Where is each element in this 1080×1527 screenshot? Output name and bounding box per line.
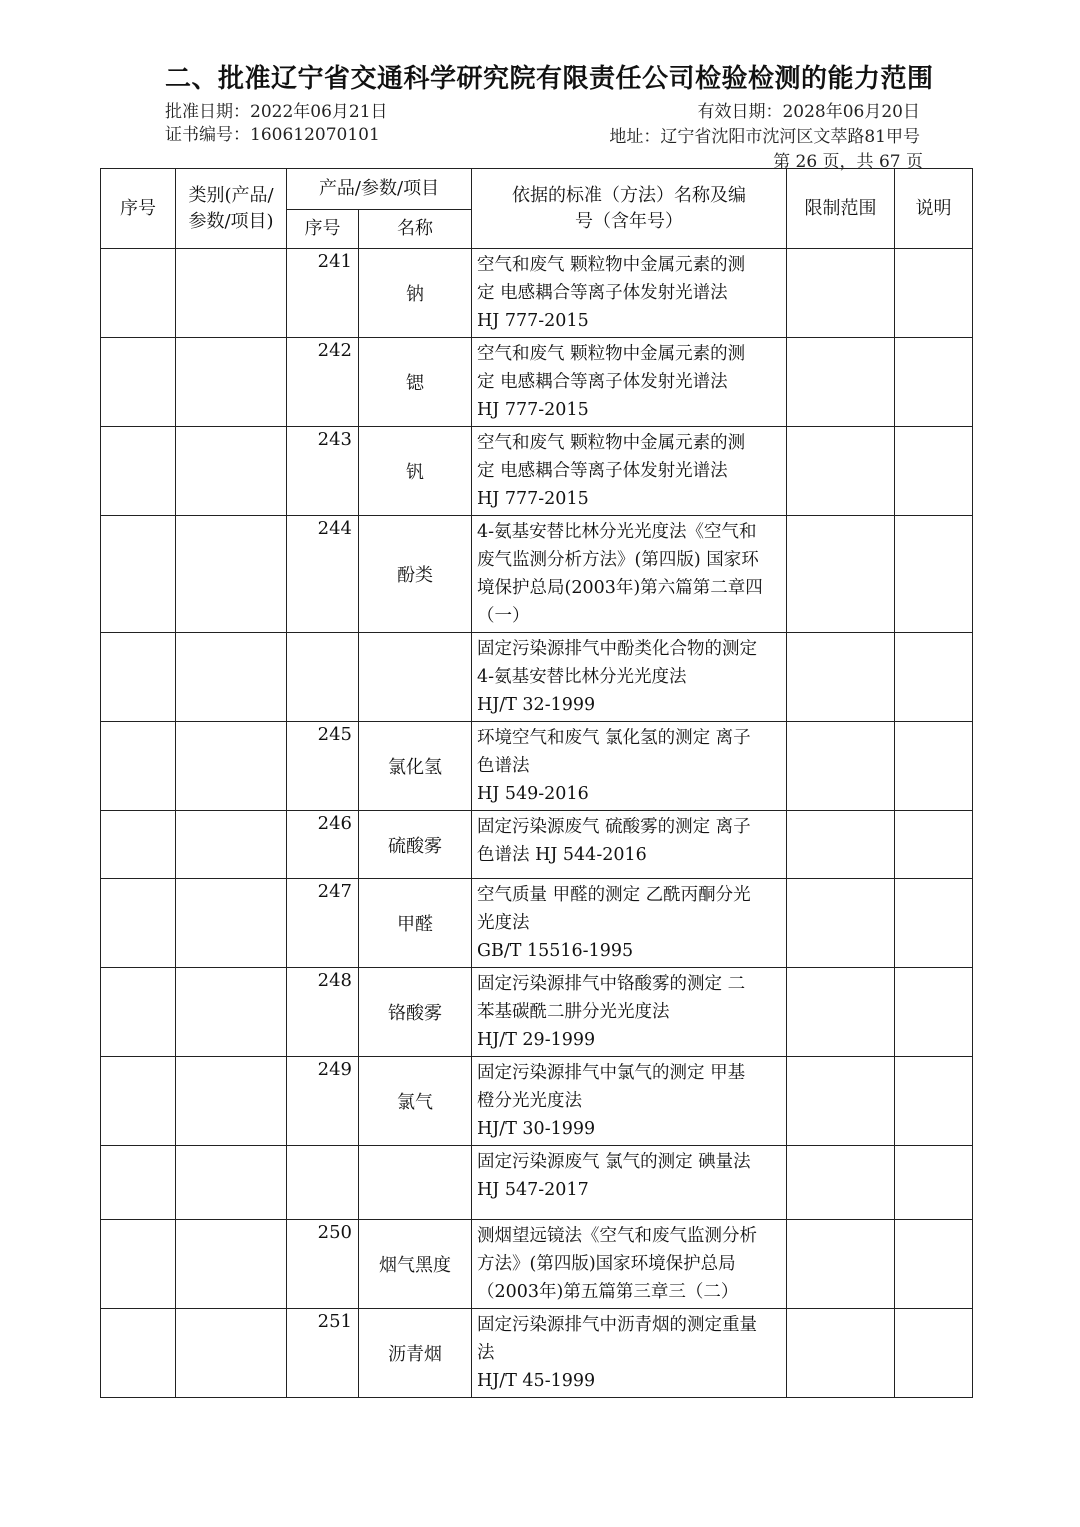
seq-cell [101,1309,176,1398]
standard-line: 法 [477,1343,495,1363]
item-name: 酚类 [359,516,472,633]
header-sub-seq: 序号 [287,210,359,249]
standard-line: 定 电感耦合等离子体发射光谱法 [477,461,728,481]
standard-cell [472,516,787,633]
standard-line: 4-氨基安替比林分光光度法《空气和 [477,522,757,542]
standard-line: 固定污染源排气中沥青烟的测定重量 [477,1315,758,1335]
table-row [101,249,973,338]
standard-line: 光度法 [477,913,530,933]
standard-cell [472,1146,787,1220]
limit-cell [787,516,895,633]
standard-line: 固定污染源排气中酚类化合物的测定 [477,639,758,659]
item-number: 250 [287,1220,359,1309]
item-number [287,1146,359,1220]
standard-line: HJ/T 32-1999 [477,695,596,715]
note-cell [895,1146,973,1220]
category-cell [176,338,287,427]
item-name: 硫酸雾 [359,811,472,879]
item-name: 氯化氢 [359,722,472,811]
standard-line: 空气和废气 颗粒物中金属元素的测 [477,344,746,364]
item-name [359,1146,472,1220]
item-name: 铬酸雾 [359,968,472,1057]
standard-cell [472,249,787,338]
note-cell [895,427,973,516]
seq-cell [101,516,176,633]
table-row [101,879,973,968]
category-cell [176,722,287,811]
limit-cell [787,968,895,1057]
standard-line: 色谱法 [477,756,530,776]
seq-cell [101,338,176,427]
standard-cell [472,968,787,1057]
standard-line: 橙分光光度法 [477,1091,583,1111]
standard-cell [472,1057,787,1146]
note-cell [895,249,973,338]
standard-cell [472,633,787,722]
standard-cell [472,1309,787,1398]
item-number: 251 [287,1309,359,1398]
standard-line: 测烟望远镜法《空气和废气监测分析 [477,1226,758,1246]
note-cell [895,633,973,722]
standard-line: HJ/T 29-1999 [477,1030,596,1050]
seq-cell [101,968,176,1057]
standard-line: 废气监测分析方法》(第四版) 国家环 [477,550,759,570]
address: 地址：辽宁省沈阳市沈河区文萃路81甲号 [609,127,920,147]
expiry-date: 有效日期：2028年06月20日 [697,102,920,122]
seq-cell [101,633,176,722]
limit-cell [787,811,895,879]
standard-line: HJ/T 45-1999 [477,1371,596,1391]
header-seq: 序号 [101,169,176,249]
standard-line: 固定污染源废气 硫酸雾的测定 离子 [477,817,751,837]
standard-line: 固定污染源排气中铬酸雾的测定 二 [477,974,746,994]
standard-cell [472,722,787,811]
category-cell [176,633,287,722]
note-cell [895,1057,973,1146]
table-row [101,1220,973,1309]
category-cell [176,516,287,633]
category-cell [176,1057,287,1146]
header-standard: 依据的标准（方法）名称及编号（含年号） [472,169,787,249]
table-row [101,1146,973,1220]
category-cell [176,1220,287,1309]
item-name: 沥青烟 [359,1309,472,1398]
category-cell [176,427,287,516]
standard-cell [472,879,787,968]
item-number [287,633,359,722]
item-name: 甲醛 [359,879,472,968]
table-row [101,516,973,633]
standard-line: 固定污染源排气中氯气的测定 甲基 [477,1063,746,1083]
limit-cell [787,1057,895,1146]
item-name: 钒 [359,427,472,516]
note-cell [895,879,973,968]
standard-line: 定 电感耦合等离子体发射光谱法 [477,372,728,392]
header-note: 说明 [895,169,973,249]
page-title: 二、批准辽宁省交通科学研究院有限责任公司检验检测的能力范围 [165,64,934,94]
standard-line: 方法》(第四版)国家环境保护总局 [477,1254,736,1274]
limit-cell [787,633,895,722]
standard-line: HJ 777-2015 [477,489,589,509]
standard-line: HJ/T 30-1999 [477,1119,596,1139]
item-number: 242 [287,338,359,427]
table-row [101,968,973,1057]
category-cell [176,811,287,879]
header-limit: 限制范围 [787,169,895,249]
note-cell [895,1309,973,1398]
item-number: 241 [287,249,359,338]
page-indicator: 第 26 页，共 67 页 [773,152,923,172]
standard-cell [472,1220,787,1309]
standard-line: （2003年)第五篇第三章三（二） [477,1282,739,1302]
item-number: 248 [287,968,359,1057]
category-cell [176,1146,287,1220]
standard-line: HJ 777-2015 [477,400,589,420]
seq-cell [101,427,176,516]
standard-line: GB/T 15516-1995 [477,941,634,961]
table-row [101,1309,973,1398]
table-row [101,1057,973,1146]
standard-line: 空气和废气 颗粒物中金属元素的测 [477,433,746,453]
item-number: 249 [287,1057,359,1146]
standard-line: 空气和废气 颗粒物中金属元素的测 [477,255,746,275]
table-row [101,633,973,722]
limit-cell [787,1309,895,1398]
standard-cell [472,811,787,879]
limit-cell [787,249,895,338]
standard-line: HJ 549-2016 [477,784,589,804]
standard-line: （一） [477,606,530,626]
standard-line: 4-氨基安替比林分光光度法 [477,667,687,687]
item-name [359,633,472,722]
standard-line: 色谱法 HJ 544-2016 [477,845,647,865]
note-cell [895,338,973,427]
limit-cell [787,427,895,516]
standard-line: 环境空气和废气 氯化氢的测定 离子 [477,728,751,748]
note-cell [895,1220,973,1309]
limit-cell [787,879,895,968]
note-cell [895,722,973,811]
header-sub-name: 名称 [359,210,472,249]
header-product-group: 产品/参数/项目 [287,169,472,210]
certificate-number: 证书编号：160612070101 [165,125,380,145]
standard-cell [472,427,787,516]
limit-cell [787,338,895,427]
note-cell [895,811,973,879]
standard-line: 空气质量 甲醛的测定 乙酰丙酮分光 [477,885,751,905]
category-cell [176,879,287,968]
standard-line: 定 电感耦合等离子体发射光谱法 [477,283,728,303]
item-name: 烟气黑度 [359,1220,472,1309]
table-row [101,427,973,516]
seq-cell [101,722,176,811]
category-cell [176,249,287,338]
seq-cell [101,1220,176,1309]
category-cell [176,968,287,1057]
item-number: 244 [287,516,359,633]
approval-date: 批准日期：2022年06月21日 [165,102,388,122]
standard-line: 固定污染源废气 氯气的测定 碘量法 [477,1152,751,1172]
header-category: 类别(产品/参数/项目) [176,169,287,249]
item-name: 钠 [359,249,472,338]
standard-line: 境保护总局(2003年)第六篇第二章四 [477,578,763,598]
note-cell [895,968,973,1057]
item-number: 243 [287,427,359,516]
seq-cell [101,879,176,968]
category-cell [176,1309,287,1398]
limit-cell [787,1220,895,1309]
table-row [101,338,973,427]
seq-cell [101,811,176,879]
limit-cell [787,722,895,811]
seq-cell [101,1146,176,1220]
standard-line: HJ 777-2015 [477,311,589,331]
table-row [101,722,973,811]
capability-table [100,168,973,1398]
table-row [101,811,973,879]
item-number: 245 [287,722,359,811]
note-cell [895,516,973,633]
item-name: 氯气 [359,1057,472,1146]
seq-cell [101,249,176,338]
standard-cell [472,338,787,427]
limit-cell [787,1146,895,1220]
item-number: 247 [287,879,359,968]
standard-line: 苯基碳酰二肼分光光度法 [477,1002,670,1022]
seq-cell [101,1057,176,1146]
item-number: 246 [287,811,359,879]
item-name: 锶 [359,338,472,427]
standard-line: HJ 547-2017 [477,1180,589,1200]
